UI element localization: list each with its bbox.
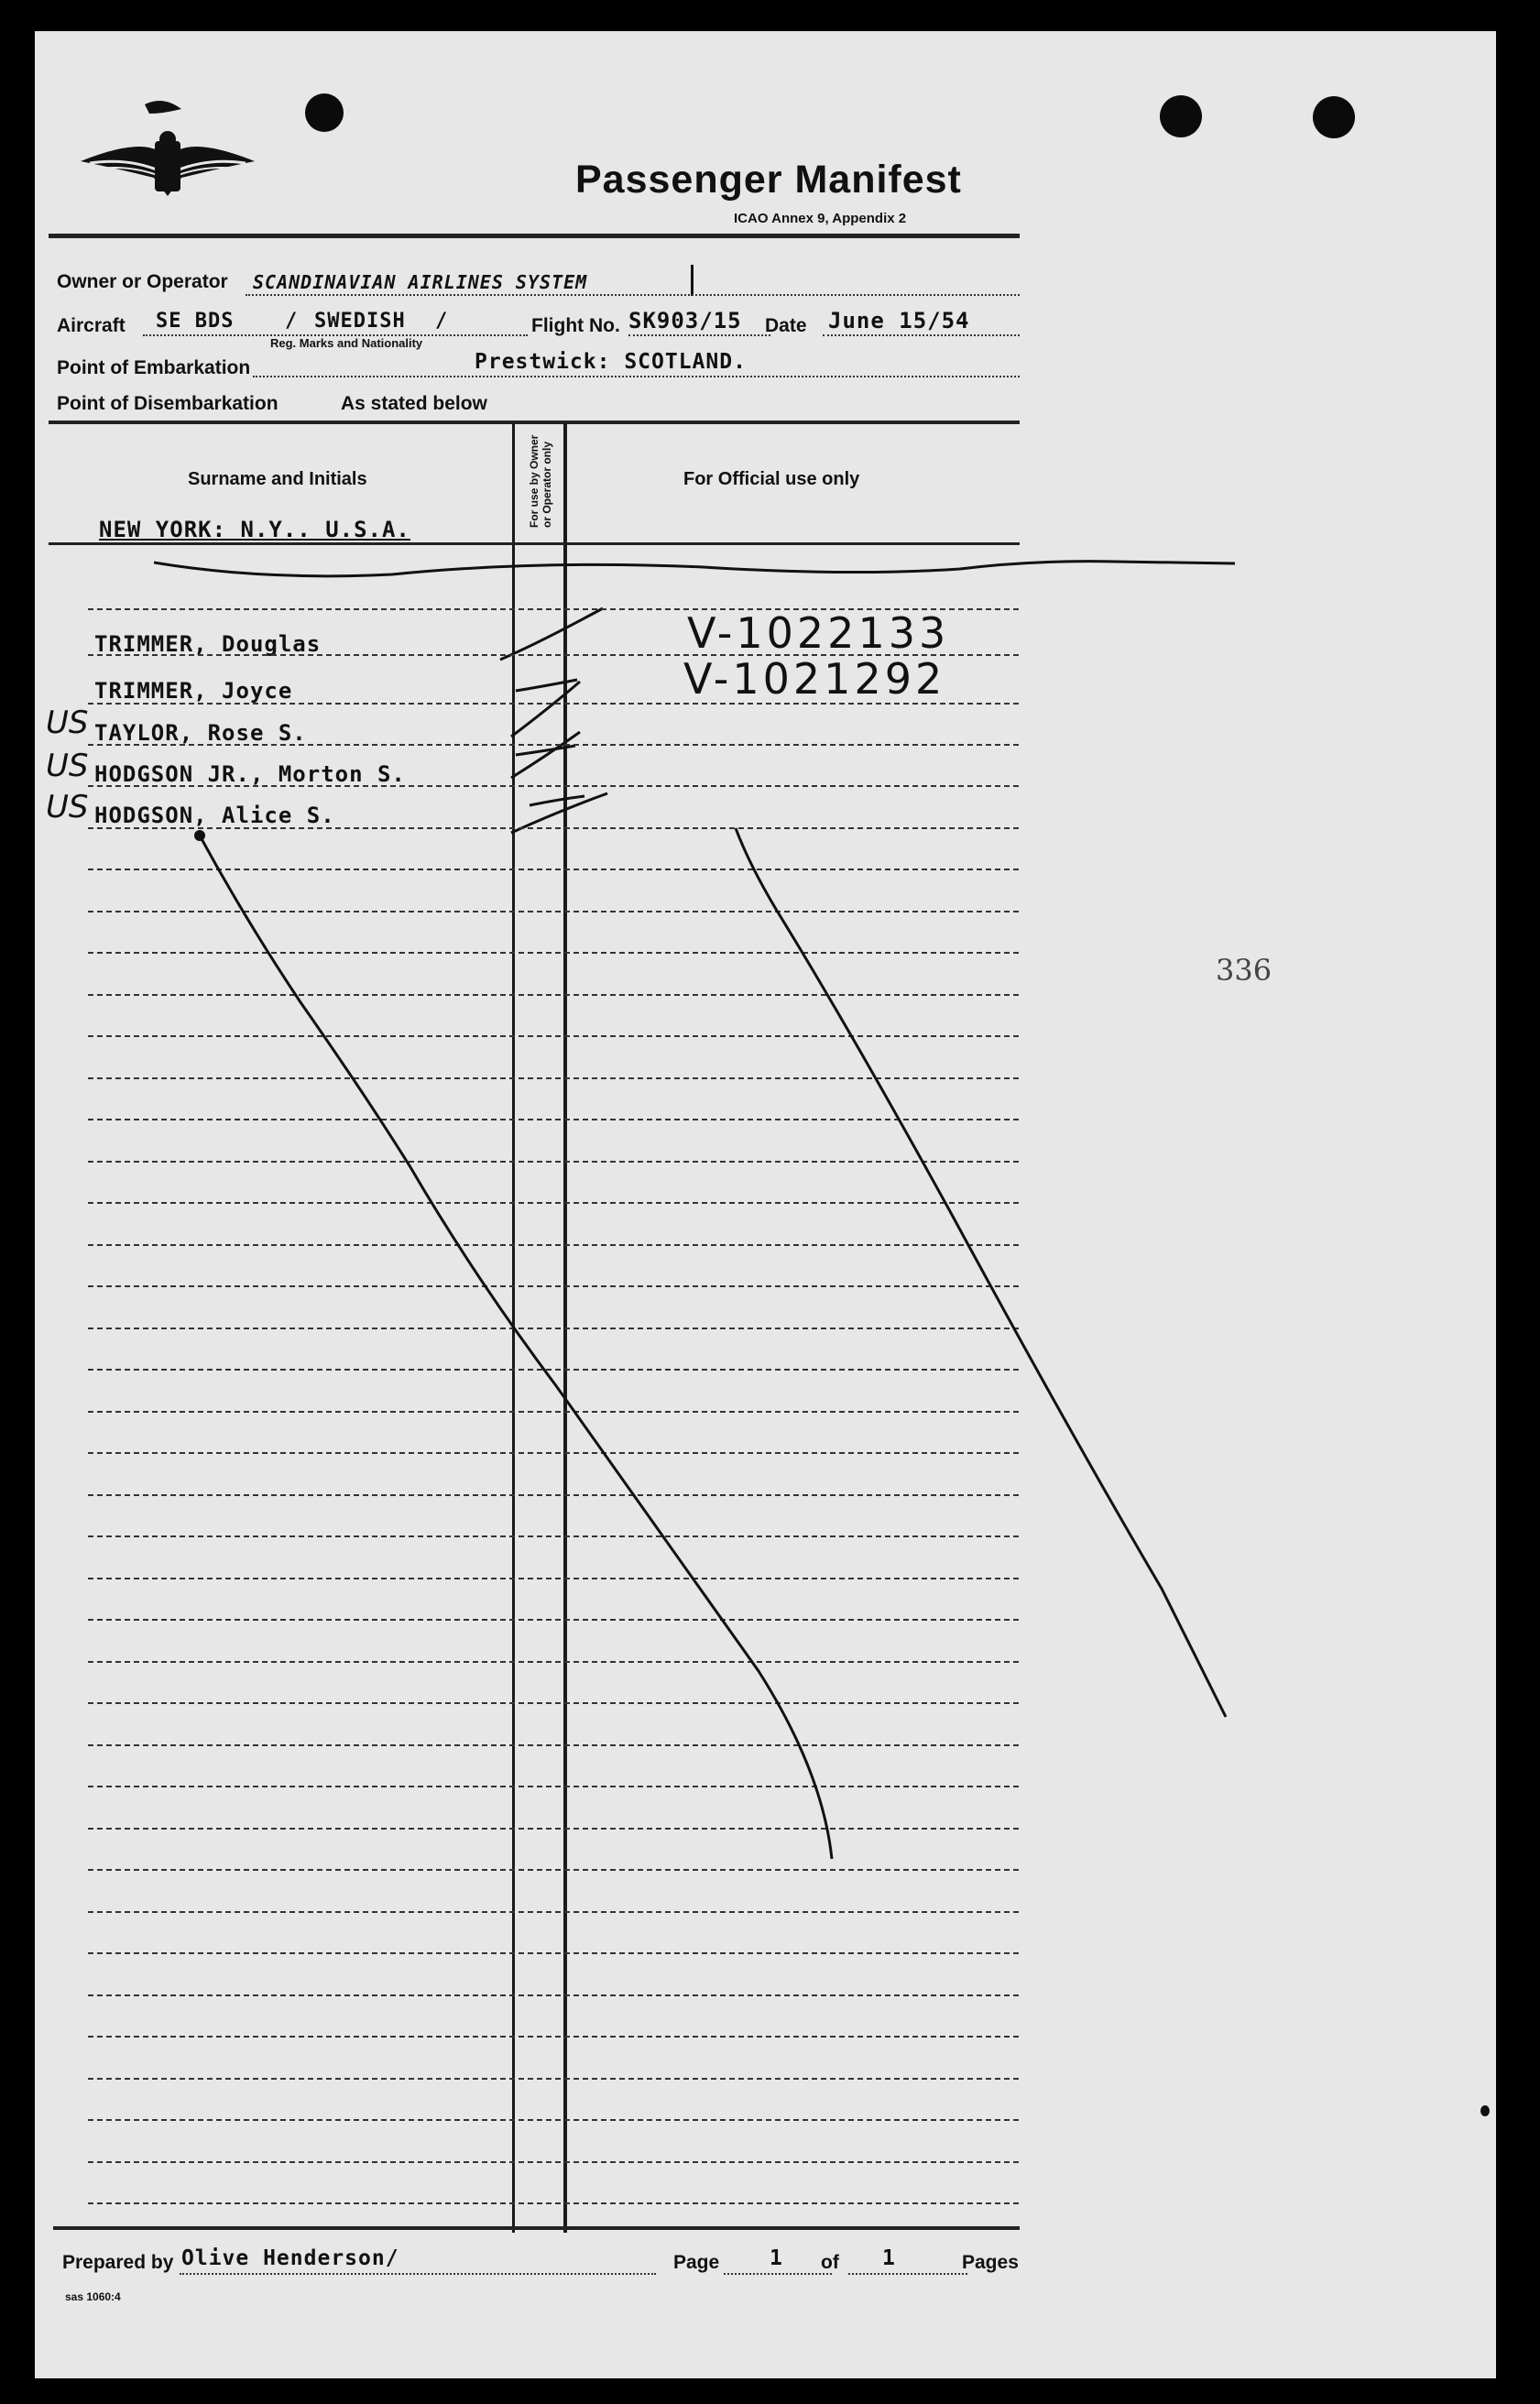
- table-row: [88, 1994, 1019, 1996]
- official-number: V-1022133: [687, 608, 950, 658]
- owner-slash: [691, 265, 694, 296]
- table-row: [88, 703, 1019, 705]
- passenger-name: TAYLOR, Rose S.: [94, 720, 307, 746]
- nationality-mark: US: [46, 705, 89, 741]
- date-value: June 15/54: [828, 308, 970, 333]
- aircraft-separator: /: [285, 310, 299, 333]
- punch-hole: [1313, 96, 1355, 138]
- table-header-rule: [49, 542, 1020, 545]
- table-row: [88, 2078, 1019, 2080]
- table-top-rule: [49, 421, 1020, 424]
- table-row: [88, 2202, 1019, 2204]
- manifest-sheet: [35, 31, 1496, 2378]
- stray-dot: [1480, 2105, 1490, 2116]
- passenger-name: HODGSON, Alice S.: [94, 803, 335, 828]
- surname-column-header: Surname and Initials: [188, 469, 367, 489]
- official-number: V-1021292: [683, 654, 946, 704]
- page-title: Passenger Manifest: [575, 158, 962, 202]
- table-row: [88, 785, 1019, 787]
- official-column-header: For Official use only: [683, 469, 860, 489]
- punch-hole: [305, 93, 344, 132]
- embark-label: Point of Embarkation: [57, 357, 251, 378]
- table-row: [88, 608, 1019, 610]
- page-underline: [724, 2273, 832, 2275]
- owner-value: SCANDINAVIAN AIRLINES SYSTEM: [253, 271, 588, 293]
- page-subtitle: ICAO Annex 9, Appendix 2: [734, 211, 907, 226]
- table-row: [88, 744, 1019, 746]
- reg-caption: Reg. Marks and Nationality: [270, 336, 423, 350]
- embark-value: Prestwick: SCOTLAND.: [475, 350, 747, 374]
- embark-underline: [253, 376, 1020, 377]
- flight-label: Flight No.: [531, 315, 620, 336]
- table-row: [88, 1911, 1019, 1913]
- table-row: [88, 1952, 1019, 1954]
- date-underline: [823, 334, 1020, 336]
- table-row: [88, 2161, 1019, 2163]
- flight-value: SK903/15: [628, 308, 742, 333]
- margin-number: 336: [1216, 953, 1272, 988]
- table-bottom-rule: [53, 2226, 1020, 2230]
- wavy-separator-line: [154, 549, 1253, 595]
- header-rule: [49, 234, 1020, 238]
- cancel-strokes: [172, 801, 1272, 1909]
- owner-underline: [246, 294, 1020, 296]
- disembark-value: As stated below: [341, 393, 487, 414]
- pages-label: Pages: [962, 2252, 1019, 2273]
- table-row: [88, 2036, 1019, 2038]
- prepared-underline: [180, 2273, 656, 2275]
- of-value: 1: [882, 2246, 896, 2270]
- table-row: [88, 2119, 1019, 2121]
- aircraft-value: SE BDS: [156, 310, 235, 333]
- passenger-name: HODGSON JR., Morton S.: [94, 761, 406, 787]
- prepared-label: Prepared by: [62, 2252, 174, 2273]
- owner-label: Owner or Operator: [57, 271, 228, 292]
- punch-hole: [1160, 95, 1202, 137]
- flight-underline: [628, 334, 770, 336]
- nationality-value: SWEDISH: [314, 310, 406, 333]
- nationality-mark: US: [46, 789, 89, 825]
- aircraft-label: Aircraft: [57, 315, 126, 336]
- nationality-mark: US: [46, 748, 89, 784]
- table-row: [88, 654, 1019, 656]
- of-underline: [848, 2273, 967, 2275]
- of-label: of: [821, 2252, 839, 2273]
- form-number: sas 1060:4: [65, 2290, 121, 2303]
- passenger-name: TRIMMER, Douglas: [94, 631, 322, 657]
- owner-use-column-header: For use by Owner or Operator only: [528, 434, 553, 528]
- page-label: Page: [673, 2252, 720, 2273]
- destination-heading: NEW YORK: N.Y.. U.S.A.: [99, 517, 410, 542]
- page-value: 1: [770, 2246, 783, 2270]
- prepared-value: Olive Henderson/: [181, 2246, 399, 2270]
- airline-logo-icon: [62, 86, 273, 214]
- disembark-label: Point of Disembarkation: [57, 393, 279, 414]
- nationality-separator: /: [435, 310, 449, 333]
- date-label: Date: [765, 315, 807, 336]
- passenger-name: TRIMMER, Joyce: [94, 678, 293, 704]
